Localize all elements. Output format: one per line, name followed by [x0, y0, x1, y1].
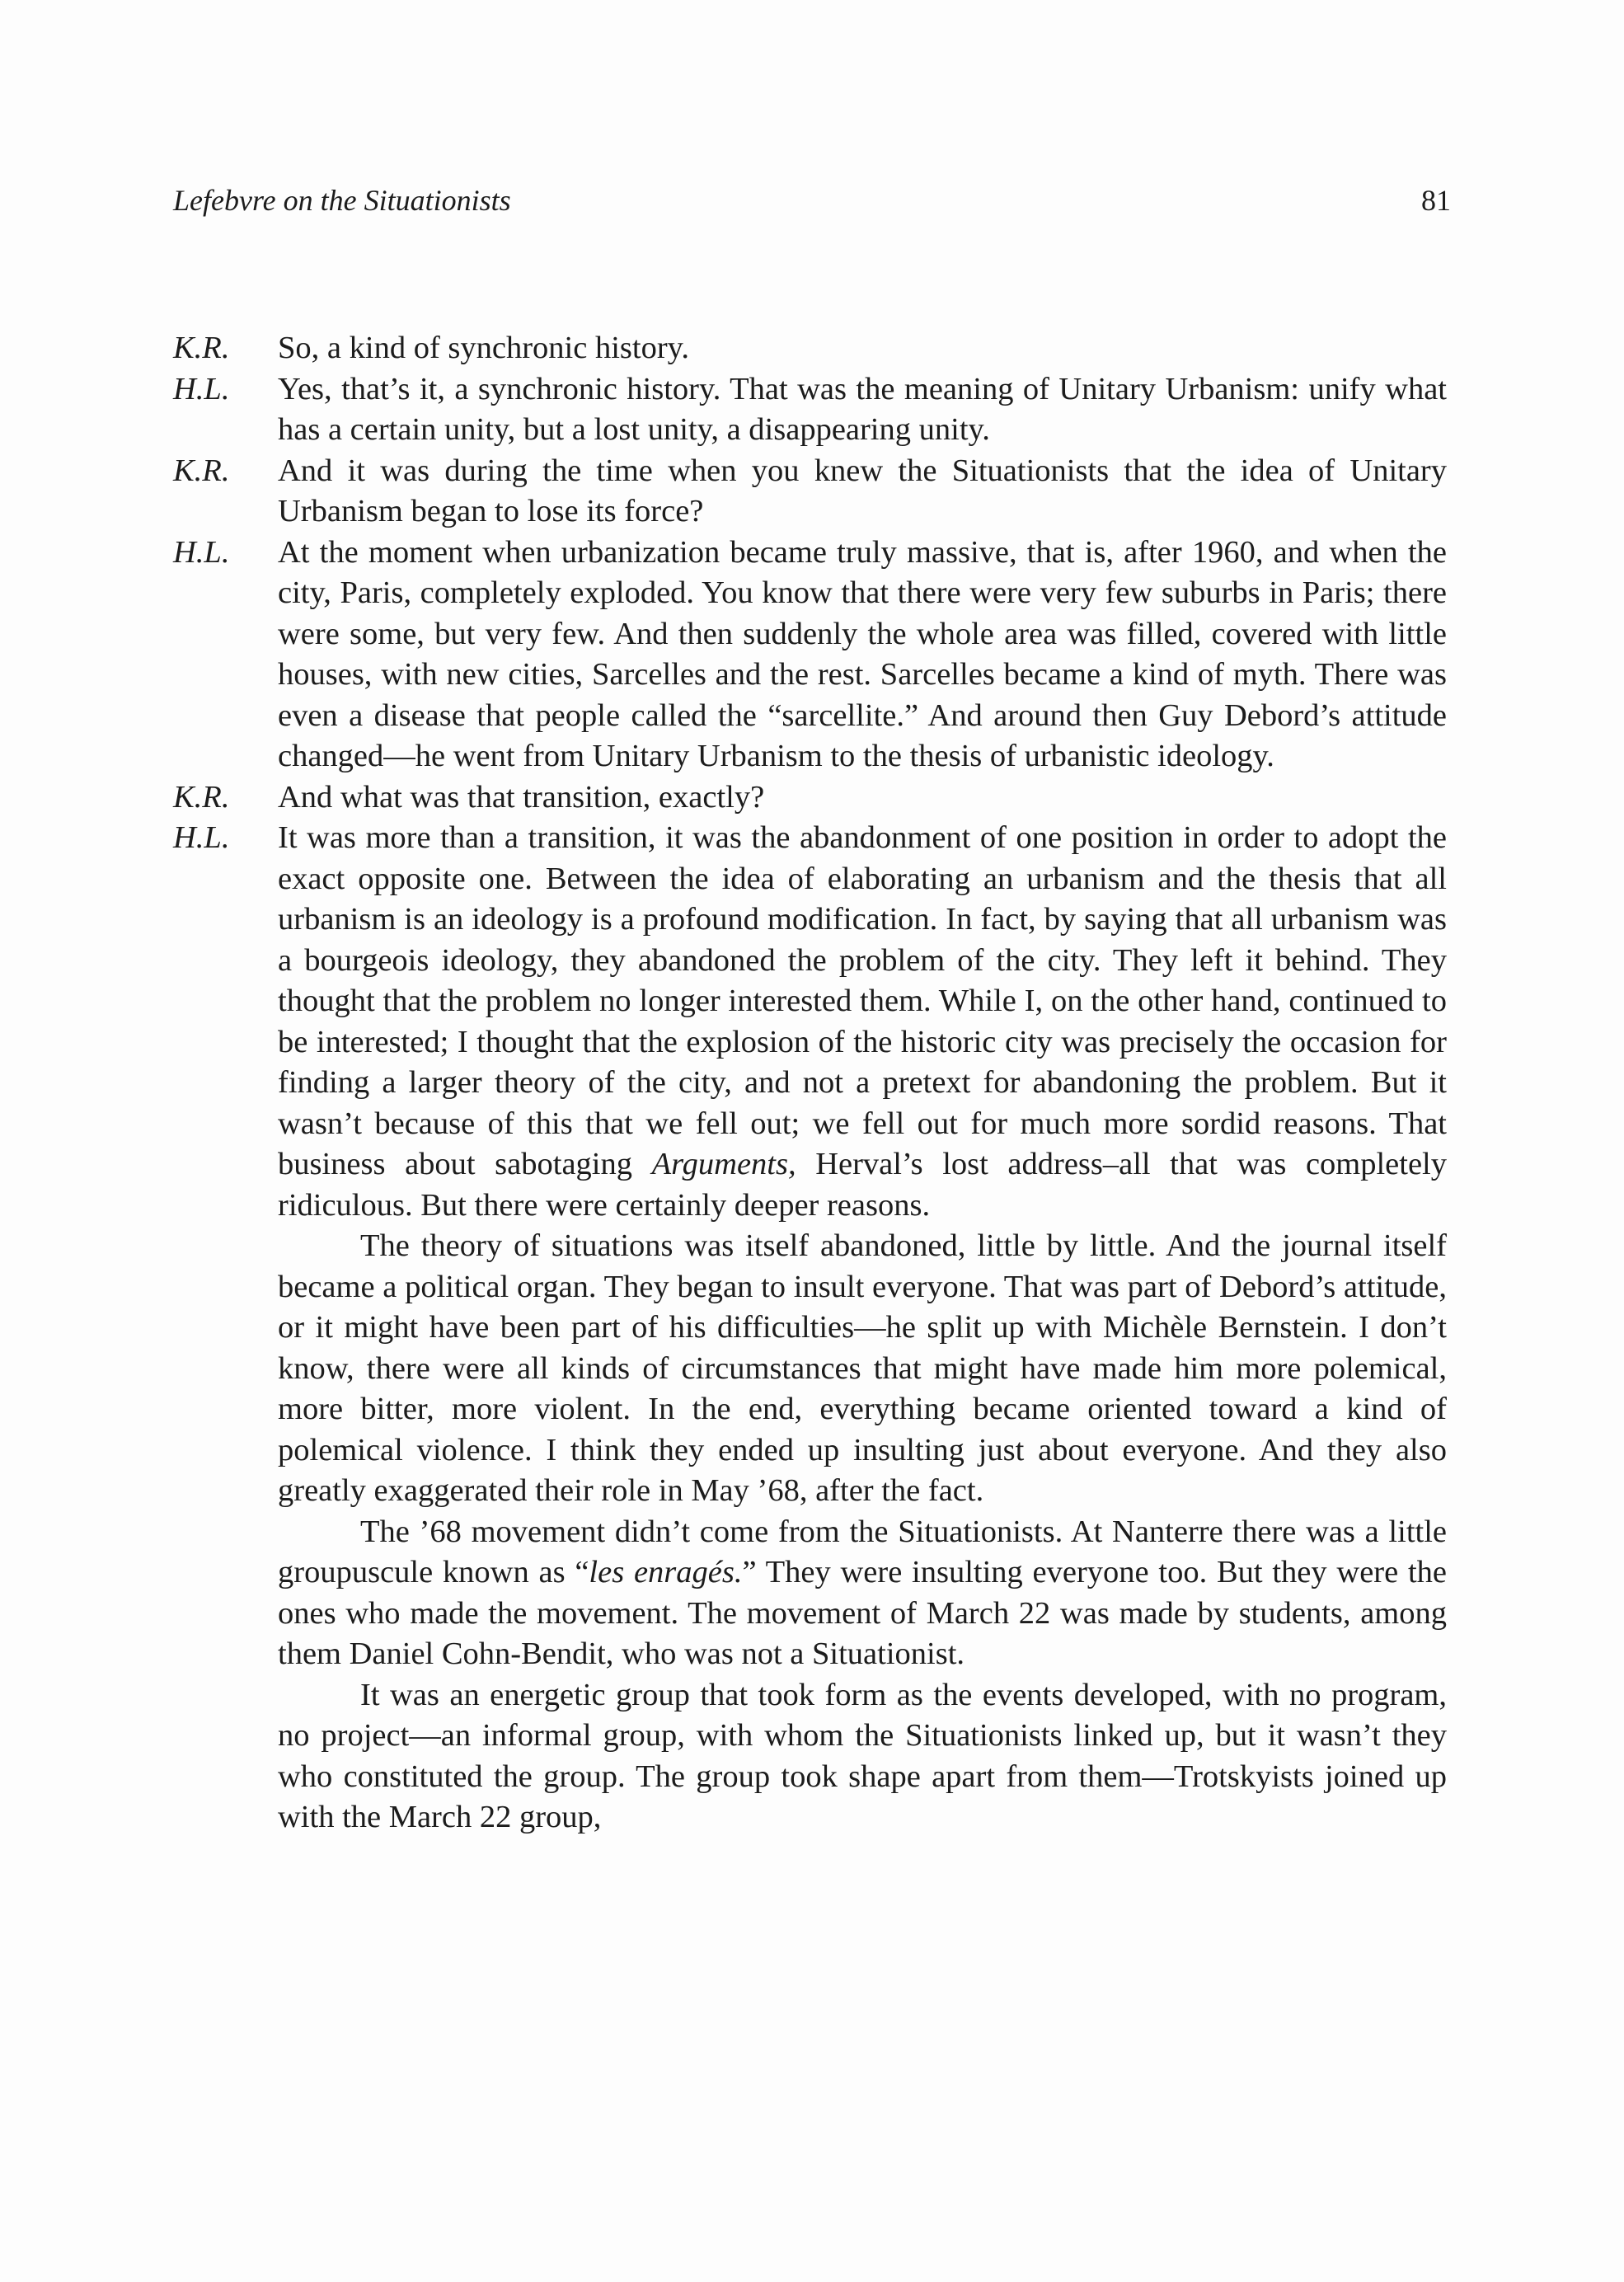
speaker-label: H.L. [173, 820, 230, 855]
paragraph [278, 1512, 1447, 1675]
speaker-label: H.L. [173, 371, 230, 406]
text-run: The theory of situations was itself abandoned, little by little. And the journal itself became a political organ. They began to insult everyone. That was part of Debord’s attitude, or it might have been part of his difficulties—he split up with Michèle Bernstein. I don’t know, there were all kinds of circumstances that might have made him more polemical, more bitter, more violent. In the end, everything became oriented toward a kind of polemical violence. I think they ended up insulting just about everyone. And they also greatly exaggerated their role in May ’68, after the fact. [278, 1228, 1447, 1508]
paragraph [278, 818, 1447, 1226]
text-run: The ’68 movement didn’t come from the Situationists. At Nanterre there was a little groupuscule known as “ [278, 1514, 1447, 1589]
speaker-label: K.R. [173, 779, 230, 815]
running-head [173, 183, 1451, 218]
dialogue-turn [173, 451, 1447, 533]
speaker-label: K.R. [173, 453, 230, 488]
paragraph [278, 1226, 1447, 1512]
dialogue-turn [173, 369, 1447, 451]
text-run: So, a kind of synchronic history. [278, 331, 690, 365]
text-run: At the moment when urbanization became truly massive, that is, after 1960, and when the city, Paris, completely exploded. You know that there were very few suburbs in Paris; there were some, but very few. And then suddenly the whole area was filled, covered with little houses, with new cities, Sarcelles and the rest. Sarcelles became a kind of myth. There was even a disease that people called the “sarcellite.” And around then Guy Debord’s attitude changed—he went from Unitary Urbanism to the thesis of urbanistic ideology. [278, 534, 1447, 773]
speech-text [278, 328, 1447, 369]
paragraph [278, 533, 1447, 777]
speech-text [278, 451, 1447, 533]
text-run: Yes, that’s it, a synchronic history. That was the meaning of Unitary Urbanism: unify what has a certain unity, but a lost unity, a disappearing unity. [278, 371, 1447, 447]
italic-text: Arguments, [651, 1147, 796, 1181]
running-title: Lefebvre on the Situationists [173, 184, 511, 217]
speech-text [278, 777, 1447, 819]
paragraph [278, 777, 1447, 819]
paragraph [278, 451, 1447, 533]
speaker-label: K.R. [173, 331, 230, 365]
paragraph [278, 1675, 1447, 1838]
dialogue-turn [173, 818, 1447, 1838]
text-run: And what was that transition, exactly? [278, 779, 765, 815]
speech-text [278, 818, 1447, 1838]
dialogue-turn [173, 533, 1447, 777]
speaker-label: H.L. [173, 534, 230, 570]
paragraph [278, 328, 1447, 369]
dialogue-turn [173, 328, 1447, 369]
text-run: It was more than a transition, it was the abandonment of one position in order to adopt the exact opposite one. Between the idea of elaborating an urbanism and the thesis that all urbanism is an ideology is a profound modification. In fact, by saying that all urbanism was a bourgeois ideology, they abandoned the problem of the city. They left it behind. They thought that the problem no longer interested them. While I, on the other hand, continued to be interested; I thought that the explosion of the historic city was precisely the occasion for finding a larger theory of the city, and not a pretext for abandoning the problem. But it wasn’t because of this that we fell out; we fell out for much more sordid reasons. That business about sabotaging [278, 820, 1447, 1181]
dialogue-turn [173, 777, 1447, 819]
speech-text [278, 533, 1447, 777]
page-number: 81 [1421, 184, 1451, 217]
italic-text: les enragés. [589, 1555, 743, 1589]
text-run: ” They were insulting everyone too. But they were the ones who made the movement. The movement of March 22 was made by students, among them Daniel Cohn-Bendit, who was not a Situationist. [278, 1555, 1447, 1671]
paragraph [278, 369, 1447, 451]
text-run: Herval’s lost address–all that was completely ridiculous. But there were certainly deeper reasons. [278, 1147, 1448, 1223]
interview-text [173, 328, 1447, 1838]
speech-text [278, 369, 1447, 451]
text-run: And it was during the time when you knew the Situationists that the idea of Unitary Urbanism began to lose its force? [278, 453, 1447, 528]
text-run: It was an energetic group that took form as the events developed, with no program, no project—an informal group, with whom the Situationists linked up, but it wasn’t they who constituted the group. The group took shape apart from them—Trotskyists joined up with the March 22 group, [278, 1677, 1447, 1834]
